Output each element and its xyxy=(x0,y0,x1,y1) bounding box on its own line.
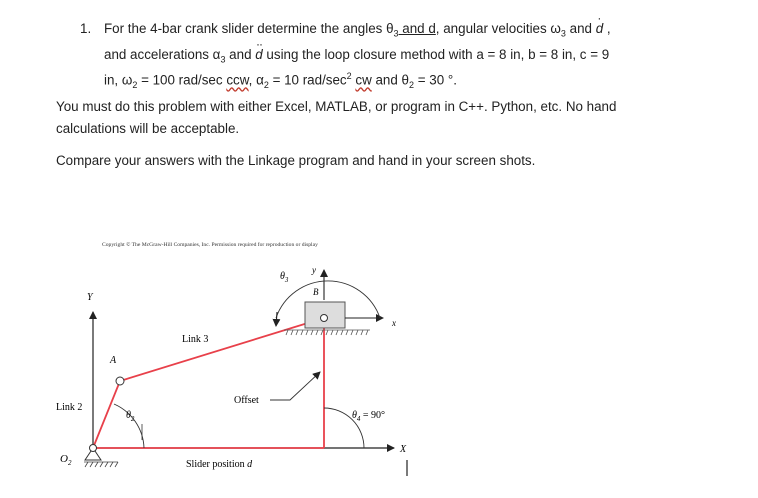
joint-b xyxy=(321,315,328,322)
label-slider-position: Slider position d xyxy=(186,459,253,470)
ground-hatch-slider xyxy=(284,330,370,335)
y-axis-label: Y xyxy=(87,292,93,303)
joint-o2 xyxy=(90,445,97,452)
joint-a xyxy=(116,377,124,385)
link-3 xyxy=(120,318,324,381)
label-offset: Offset xyxy=(234,395,259,406)
problem-number: 1. xyxy=(80,21,92,36)
instruction-line-1: You must do this problem with either Excel, MATLAB, or program in C++. Python, etc. No hand xyxy=(56,99,617,114)
label-theta2: $\theta_2$ xyxy=(126,410,135,423)
label-theta3: $\theta_3$ xyxy=(280,271,289,284)
label-b: B xyxy=(313,287,319,297)
problem-line-1: For the 4-bar crank slider determine the angles $\theta_3$ and d, angular velocities $\omega_3$ and · d , xyxy=(104,20,611,43)
link-2 xyxy=(93,381,120,448)
problem-line-2: and accelerations $\alpha_3$ and ·· d using the loop closure method with a = 8 in, b = 8 in, c = 9 xyxy=(104,46,609,69)
x-axis-label: X xyxy=(400,444,407,455)
label-link-2: Link 2 xyxy=(56,402,83,413)
offset-callout xyxy=(270,372,320,400)
local-x-label: x xyxy=(392,318,396,328)
problem-line-3: in, $\omega_2 = 100$ rad/sec ccw, $\alpha_2 = 10$ rad/$\sec^2$ cw and $\theta_2 = 30$ °. xyxy=(104,71,457,91)
instruction-line-2: calculations will be acceptable. xyxy=(56,121,240,136)
label-theta4: $\theta_4 = 90^\circ$ xyxy=(352,410,386,423)
theta3-arrow xyxy=(276,312,277,326)
copyright-note: Copyright © The McGraw-Hill Companies, Inc. Permission required for reproduction or display xyxy=(102,242,318,248)
local-y-label: y xyxy=(312,265,316,275)
label-o2: $O_2$ xyxy=(60,453,72,467)
label-a: A xyxy=(110,355,117,366)
instruction-compare: Compare your answers with the Linkage program and hand in your screen shots. xyxy=(56,153,536,168)
ground-hatch-o2 xyxy=(84,462,118,467)
theta4-arc xyxy=(324,408,364,448)
label-link-3: Link 3 xyxy=(182,334,209,345)
